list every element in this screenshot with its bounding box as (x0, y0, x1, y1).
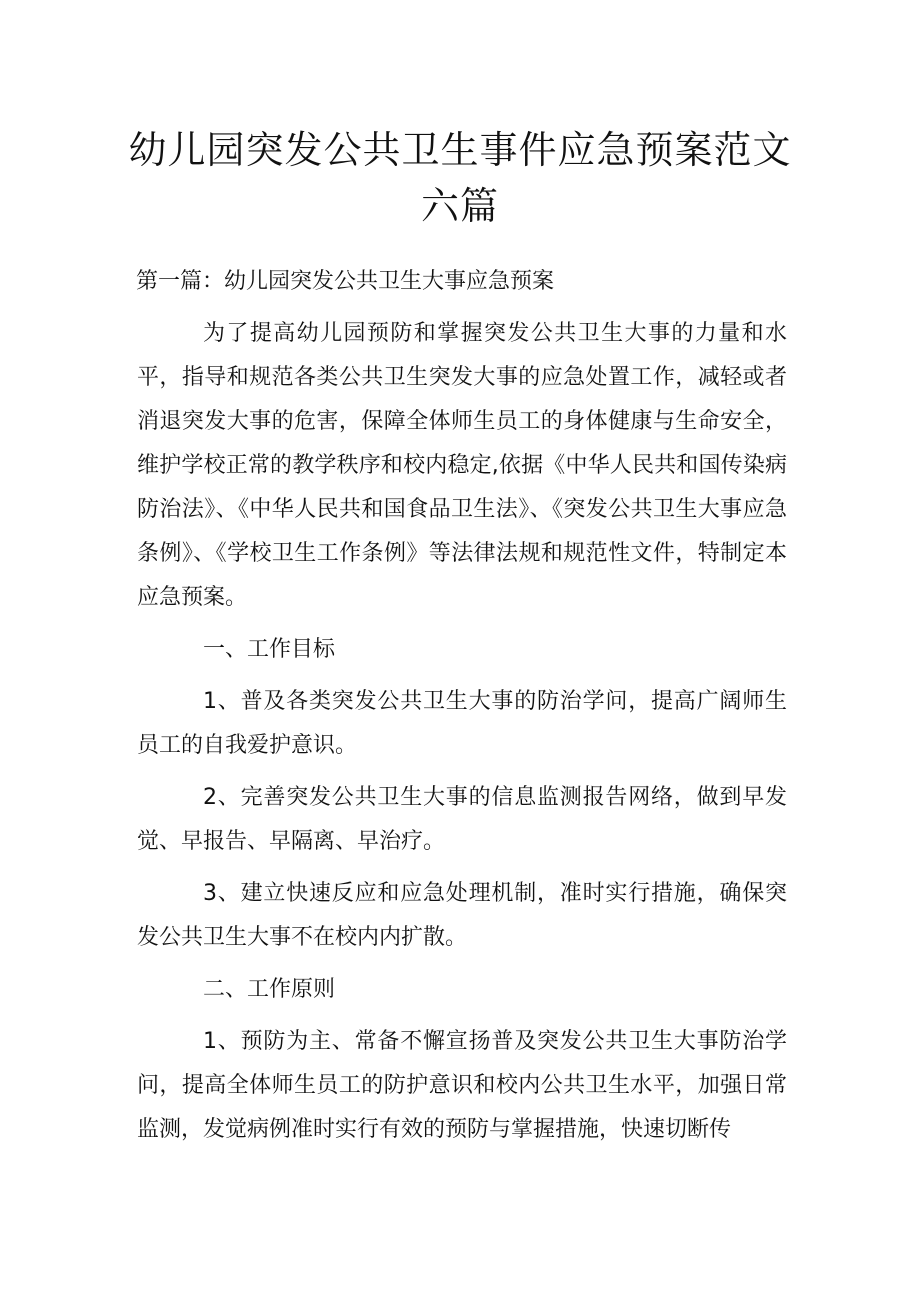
goal-item-2: 2、完善突发公共卫生大事的信息监测报告网络，做到早发觉、早报告、早隔离、早治疗。 (137, 785, 787, 854)
section-heading-goals: 一、工作目标 (203, 637, 336, 662)
section-heading-principles: 二、工作原则 (203, 977, 336, 1002)
part-heading: 第一篇：幼儿园突发公共卫生大事应急预案 (136, 269, 555, 294)
intro-paragraph: 为了提高幼儿园预防和掌握突发公共卫生大事的力量和水平，指导和规范各类公共卫生突发大事的应急处置工作，减轻或者消退突发大事的危害，保障全体师生员工的身体健康与生命安全，维护学校正常的教学秩序和校内稳定,依据《中华人民共和国传染病防治法》、《中华人民共和国食品卫生法》、《突发公共卫生大事应急条例》、《学校卫生工作条例》等法律法规和规范性文件，特制定本应急预案。 (137, 321, 787, 610)
principle-item-1: 1、预防为主、常备不懈宣扬普及突发公共卫生大事防治学问，提高全体师生员工的防护意识和校内公共卫生水平，加强日常监测，发觉病例准时实行有效的预防与掌握措施，快速切断传 (137, 1029, 787, 1142)
document-title: 幼儿园突发公共卫生事件应急预案范文六篇 (128, 128, 792, 228)
goal-item-3: 3、建立快速反应和应急处理机制，准时实行措施，确保突发公共卫生大事不在校内内扩散。 (137, 881, 787, 950)
goal-item-1: 1、普及各类突发公共卫生大事的防治学问，提高广阔师生员工的自我爱护意识。 (137, 689, 787, 758)
document-body (137, 312, 787, 1160)
